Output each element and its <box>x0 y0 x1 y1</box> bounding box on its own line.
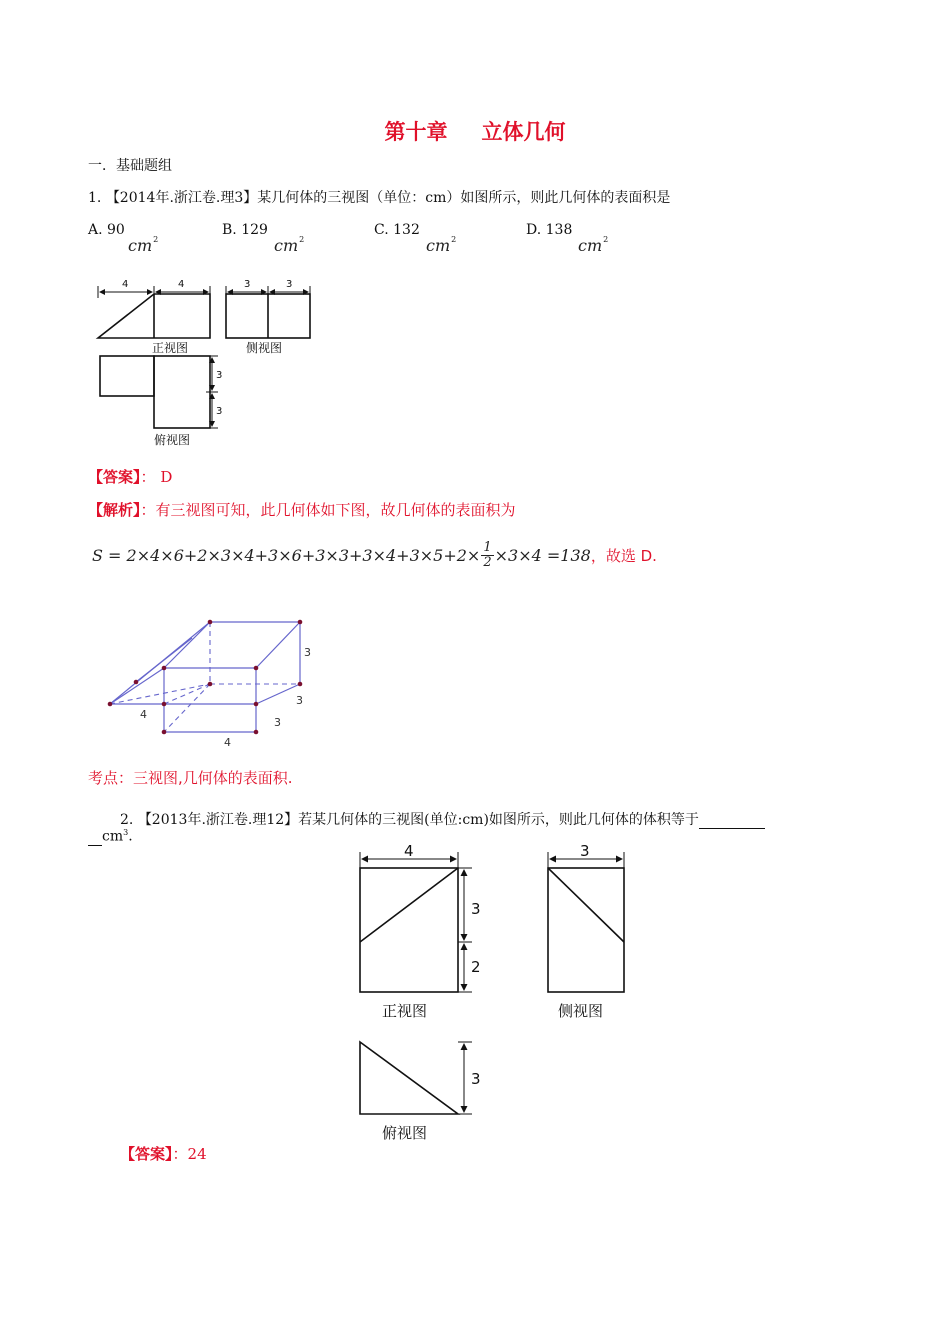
q1-front-view-label: 正视图 <box>152 341 189 355</box>
q1-formula-left: S = 2×4×6+2×3×4+3×6+3×3+3×4+3×5+2× <box>92 545 481 565</box>
q2-answer <box>120 1143 207 1164</box>
q1-top-view-right-rect <box>154 356 210 428</box>
question-2-blank-cont[interactable] <box>88 829 102 846</box>
option-c <box>374 222 420 238</box>
chapter-number: 第十章 <box>384 120 448 144</box>
q2-top-view-outline <box>360 1042 458 1114</box>
option-b-label: B. <box>222 222 237 238</box>
q1-dim-front-right: 4 <box>178 279 185 290</box>
q1-solid-dim-bottom: 4 <box>224 736 231 749</box>
q1-answer-value: D <box>160 468 173 486</box>
option-b-value: 129 <box>241 222 268 238</box>
q1-answer-sep: ： <box>140 468 156 486</box>
option-c-label: C. <box>374 222 389 238</box>
question-1-number: 1. <box>88 190 102 206</box>
chapter-name: 立体几何 <box>481 120 566 144</box>
q1-solid-dim-top-right: 3 <box>304 646 311 659</box>
q1-answer-label: 【答案】 <box>88 468 141 486</box>
option-c-unit: $cm^2$ <box>426 235 457 255</box>
q2-dim-front-upper: 3 <box>471 900 481 918</box>
q1-dim-front-left: 4 <box>122 279 129 290</box>
option-d-label: D. <box>526 222 542 238</box>
option-d <box>526 222 572 238</box>
question-2-unit: cm <box>102 828 124 845</box>
q2-dim-front-lower: 2 <box>471 958 481 976</box>
section-heading: 一．基础题组 <box>88 158 172 174</box>
q1-top-view-label: 俯视图 <box>154 433 191 447</box>
question-2-blank[interactable] <box>699 812 765 829</box>
q2-dim-side-top: 3 <box>580 842 590 860</box>
option-b-unit: $cm^2$ <box>274 235 305 255</box>
option-c-value: 132 <box>393 222 420 238</box>
q1-dim-top-lower: 3 <box>216 406 223 417</box>
q1-top-view-left-rect <box>100 356 154 396</box>
q1-dim-top-upper: 3 <box>216 370 223 381</box>
q1-dim-side-left: 3 <box>244 279 251 290</box>
q1-formula-tail: ，故选 D. <box>590 546 657 565</box>
option-d-value: 138 <box>545 222 573 238</box>
q1-side-view-label: 侧视图 <box>246 341 283 355</box>
question-2-number: 2. <box>120 812 134 828</box>
option-b <box>222 222 268 238</box>
q1-solid-figure <box>100 612 340 752</box>
q2-side-view-label: 侧视图 <box>558 1002 604 1020</box>
q1-formula-right: ×3×4 =138 <box>494 545 591 565</box>
question-2 <box>120 809 765 829</box>
q1-solid-dim-front-right: 3 <box>274 716 281 729</box>
q2-dim-front-top: 4 <box>404 842 414 860</box>
q2-front-view-label: 正视图 <box>382 1002 428 1020</box>
q1-analysis-label: 【解析】 <box>88 501 141 519</box>
question-2-unit-exp: 3 <box>123 828 129 837</box>
q1-formula-fraction <box>481 541 493 570</box>
q2-three-view-figure <box>340 838 640 1148</box>
q2-answer-label: 【答案】 <box>120 1145 173 1163</box>
q1-fraction-numerator: 1 <box>483 539 492 555</box>
option-d-unit: $cm^2$ <box>578 235 609 255</box>
question-1-stem: 【2014年.浙江卷.理3】某几何体的三视图（单位：cm）如图所示，则此几何体的表面积是 <box>105 190 671 206</box>
q1-solid-dim-left: 4 <box>140 708 147 721</box>
option-a-unit: $cm^2$ <box>128 235 159 255</box>
q2-dim-top-right: 3 <box>471 1070 481 1088</box>
q2-answer-value: 24 <box>187 1145 207 1163</box>
question-1 <box>88 187 670 207</box>
chapter-title <box>0 116 950 146</box>
q2-answer-sep: ： <box>172 1145 188 1163</box>
question-2-stem: 【2013年.浙江卷.理12】若某几何体的三视图(单位:cm)如图所示，则此几何体的体积等于 <box>137 812 699 828</box>
option-a-label: A. <box>88 222 103 238</box>
q1-dim-side-right: 3 <box>286 279 293 290</box>
q1-analysis-text: ：有三视图可知，此几何体如下图，故几何体的表面积为 <box>140 501 516 519</box>
q1-formula <box>92 532 657 578</box>
q1-fraction-denominator: 2 <box>483 554 492 570</box>
q1-analysis <box>88 499 516 520</box>
q1-kaodian: 考点：三视图,几何体的表面积. <box>88 769 293 787</box>
q1-solid-dim-right-mid: 3 <box>296 694 303 707</box>
q1-three-view-figure <box>90 272 330 452</box>
option-a <box>88 222 125 238</box>
q1-answer <box>88 466 172 487</box>
option-a-value: 90 <box>107 222 125 238</box>
question-2-unit-tail: . <box>128 828 133 845</box>
q2-top-view-label: 俯视图 <box>382 1124 428 1142</box>
question-2-line-2 <box>88 828 133 846</box>
